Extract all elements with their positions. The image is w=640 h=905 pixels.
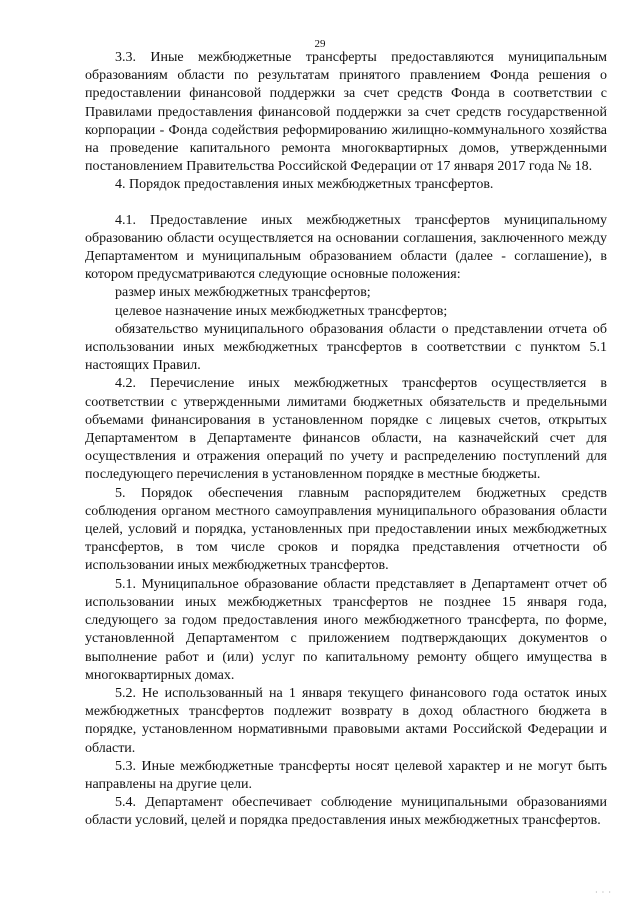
paragraph-5-1: 5.1. Муниципальное образование области представляет в Департамент отчет об использовании иных межбюджетных трансфертов не позднее 15 января года, следующего за годом предоставления иного межбюджетного трансферта, по форме, установленной Департаментом с приложением подтверждающих документов о выполнение работ и (или) услуг по капитальному ремонту общего имущества в многоквартирных домах. (85, 576, 607, 683)
paragraph-5-3: 5.3. Иные межбюджетные трансферты носят целевой характер и не могут быть направлены на другие цели. (85, 758, 607, 792)
paragraph-5-4: 5.4. Департамент обеспечивает соблюдение муниципальными образованиями области условий, целей и порядка предоставления иных межбюджетных трансфертов. (85, 795, 607, 829)
paragraph-5-2: 5.2. Не использованный на 1 января текущего финансового года остаток иных межбюджетных трансфертов подлежит возврату в доход областного бюджета в порядке, установленном нормативными правовыми актами Российской Федерации и области. (85, 685, 607, 756)
paragraph-3-3: 3.3. Иные межбюджетные трансферты предоставляются муниципальным образованиям области по результатам принятого правлением Фонда решения о предоставлении финансовой поддержки за счет средств Фонда в соответствии с Правилами предоставления финансовой поддержки за счет средств государственной корпорации - Фонда содействия реформированию жилищно-коммунального хозяйства на проведение капитального ремонта многоквартирных домов, утвержденными постановлением Правительства Российской Федерации от 17 января 2017 года № 18. (85, 50, 607, 175)
document-body (85, 49, 607, 831)
paragraph-4-2: 4.2. Перечисление иных межбюджетных трансфертов осуществляется в соответствии с утвержденными лимитами бюджетных обязательств и предельными объемами финансирования в установленном порядке с лицевых счетов, открытых Департаментом в Департаменте финансов области, на казначейский счет для осуществления и отражения операций по учету и распределению поступлений для последующего перечисления в установленном порядке в местные бюджеты. (85, 376, 607, 483)
paragraph-4-1: 4.1. Предоставление иных межбюджетных трансфертов муниципальному образованию области осуществляется на основании соглашения, заключенного между Департаментом и муниципальным образованием области (далее - соглашение), в котором предусматриваются следующие основные положения: (85, 212, 607, 283)
list-item-amount: размер иных межбюджетных трансфертов; (115, 285, 371, 301)
scan-corner-mark: · · · (595, 888, 612, 897)
page-number: 29 (314, 38, 326, 50)
list-item-report-obligation: обязательство муниципального образования области о представлении отчета об использовании иных межбюджетных трансфертов в соответствии с пунктом 5.1 настоящих Правил. (85, 321, 607, 374)
section-5-heading: 5. Порядок обеспечения главным распорядителем бюджетных средств соблюдения органом местного самоуправления муниципального образования области целей, условий и порядка, установленных при предоставлении иных межбюджетных трансфертов, в том числе сроков и порядка представления отчетности об использовании иных межбюджетных трансфертов. (85, 485, 607, 574)
section-4-heading: 4. Порядок предоставления иных межбюджетных трансфертов. (115, 177, 494, 193)
list-item-purpose: целевое назначение иных межбюджетных трансфертов; (115, 303, 448, 319)
